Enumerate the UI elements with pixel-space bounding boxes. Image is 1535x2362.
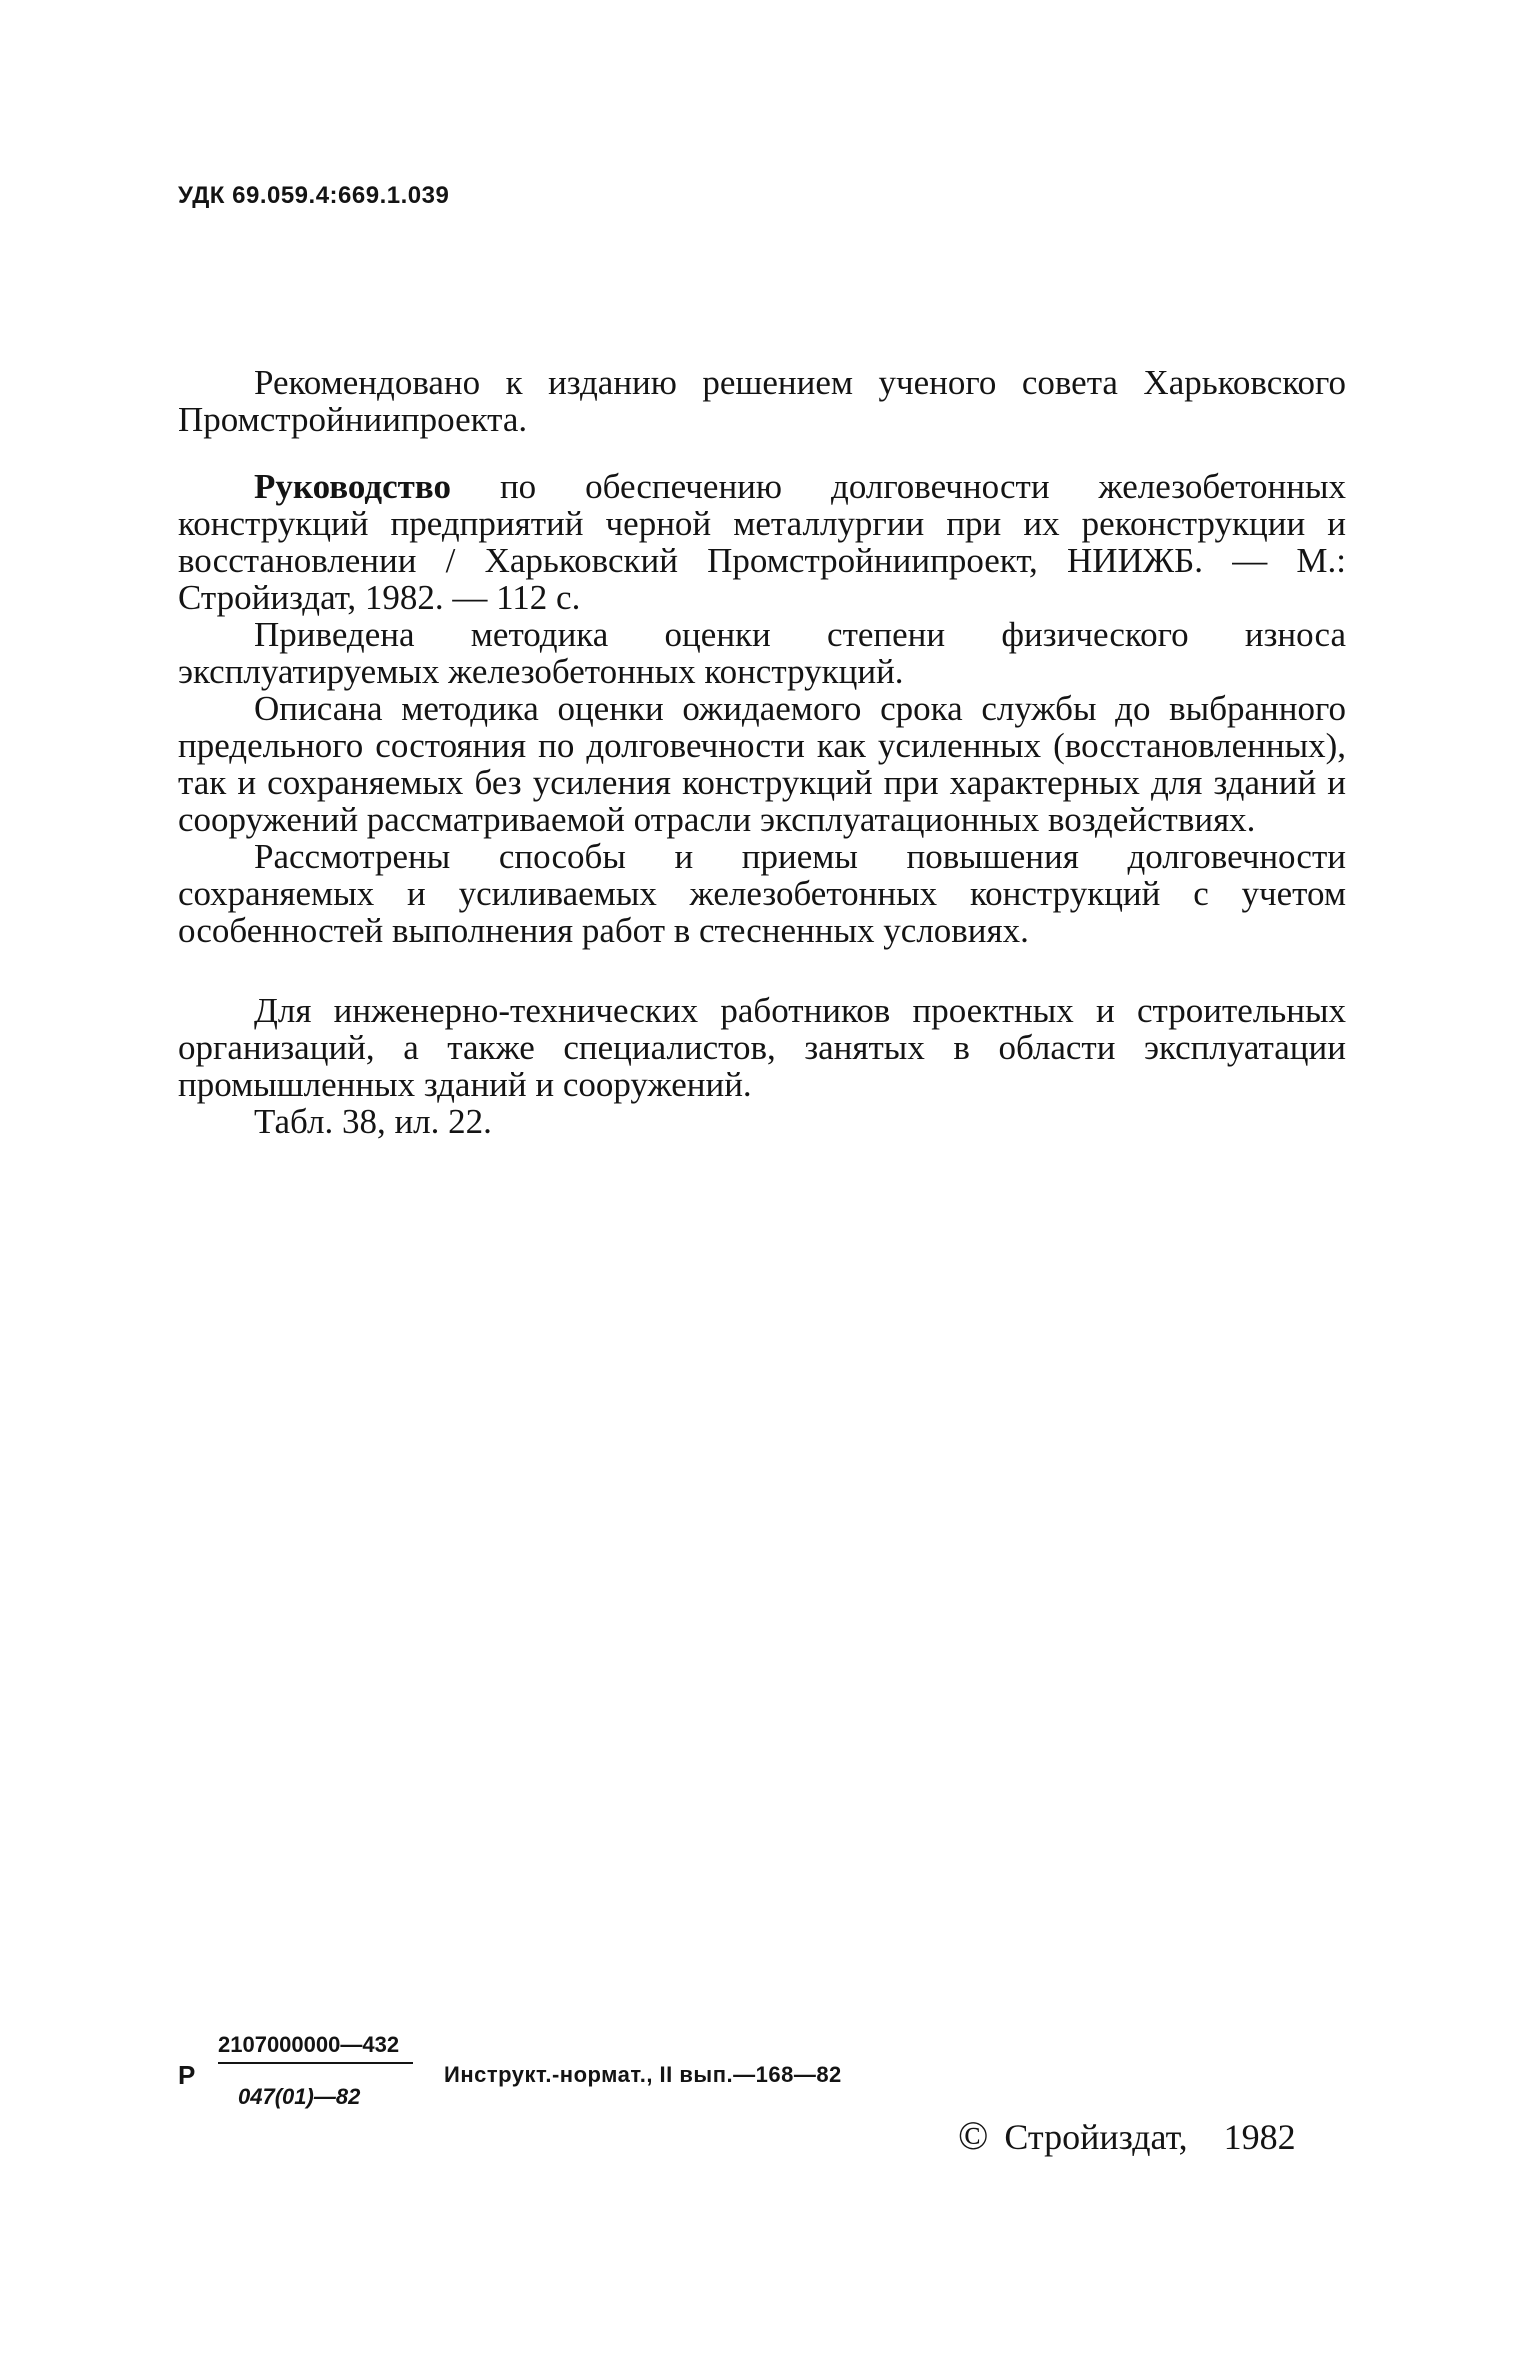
bibliographic-entry [178,468,1346,616]
abstract-paragraph: Рассмотрены способы и приемы повышения долговечности сохраняемых и усиливаемых железобетонных конструкций с учетом особенностей выполнения работ в стесненных условиях. [178,837,1346,950]
recommendation-text: Рекомендовано к изданию решением ученого совета Харьковского Промстройниипроекта. [178,363,1346,439]
abstract-paragraph: Приведена методика оценки степени физического износа эксплуатируемых железобетонных конструкций. [178,615,1346,691]
audience-text: Для инженерно-технических работников проектных и строительных организаций, а также специалистов, занятых в области эксплуатации промышленных зданий и сооружений. [178,991,1346,1104]
book-title: Руководство [254,467,451,506]
abstract-block [178,468,1346,949]
copyright-line [958,2112,1296,2159]
imprint-numerator: 2107000000—432 [218,2032,400,2057]
copyright-publisher: Стройиздат, [1004,2117,1188,2157]
imprint-description: Инструкт.-нормат., II вып.—168—82 [444,2062,842,2087]
copyright-icon: © [958,2113,989,2158]
copyright-year: 1982 [1223,2117,1296,2157]
audience-block [178,992,1346,1140]
udk-code: УДК 69.059.4:669.1.039 [178,182,450,209]
imprint-letter: Р [178,2060,196,2090]
imprint-denominator: 047(01)—82 [238,2084,361,2109]
abstract-paragraph: Описана методика оценки ожидаемого срока службы до выбранного предельного состояния по долговечности как усиленных (восстановленных), так и сохраняемых без усиления конструкций при характерных для зданий и сооружений рассматриваемой отрасли эксплуатационных воздействиях. [178,689,1346,839]
fraction-rule [218,2062,413,2064]
bibliographic-details: по обеспечению долговечности железобетонных конструкций предприятий черной металлургии при их реконструкции и восстановлении / Харьковский Промстройниипроект, НИИЖБ. — М.: Стройиздат, 1982. — 112 с. [178,467,1347,617]
imprint-index [178,2032,1358,2182]
tables-illustrations: Табл. 38, ил. 22. [254,1102,492,1141]
